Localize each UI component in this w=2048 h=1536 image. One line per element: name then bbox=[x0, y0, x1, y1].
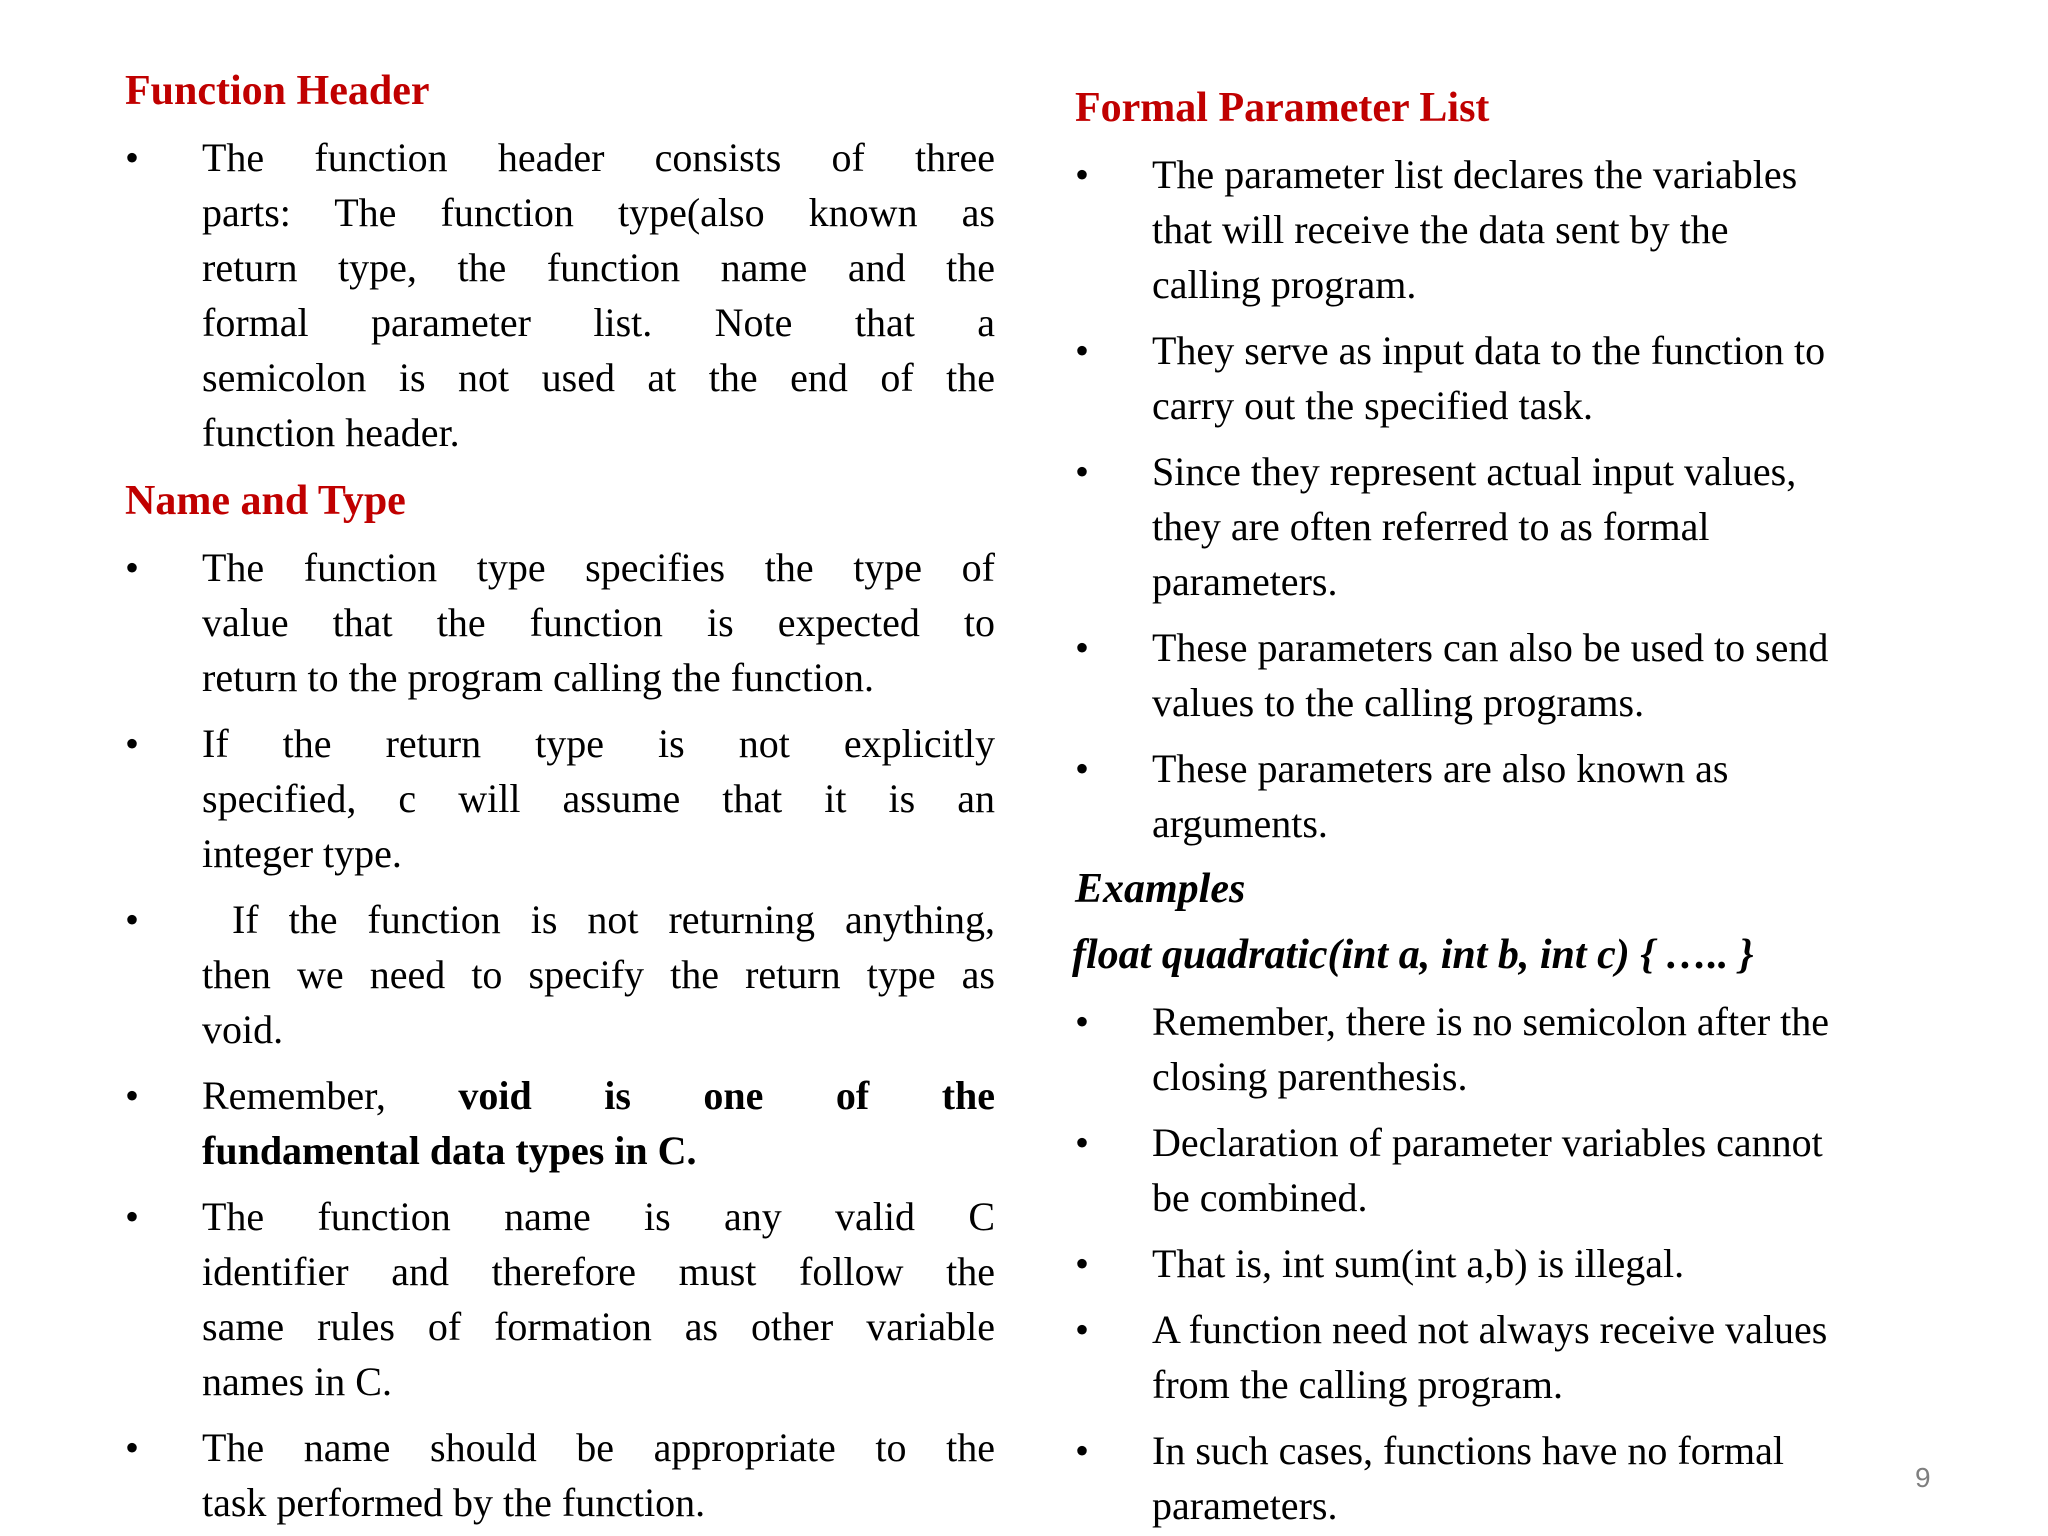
text-line: names in C. bbox=[202, 1359, 392, 1404]
bullet-text bbox=[1152, 1302, 1945, 1412]
bullet-dot: • bbox=[1075, 1241, 1090, 1286]
bullet-text bbox=[1152, 620, 1945, 730]
bullet-dot: • bbox=[1075, 746, 1090, 791]
bold-word: is bbox=[604, 1073, 631, 1118]
text-line: then we need to specify the return type as bbox=[202, 952, 995, 997]
bullet-text bbox=[1152, 1115, 1945, 1225]
text-line bbox=[202, 1068, 995, 1123]
text-line: If the function is not returning anything, bbox=[202, 897, 995, 942]
text-line: value that the function is expected to bbox=[202, 600, 995, 645]
text-line: If the return type is not explicitly bbox=[202, 721, 995, 766]
bullet-dot: • bbox=[1075, 625, 1090, 670]
bullet-text bbox=[202, 540, 995, 705]
text-line: specified, c will assume that it is an bbox=[202, 776, 995, 821]
text-line: Since they represent actual input values, bbox=[1152, 449, 1797, 494]
example-code: float quadratic(int a, int b, int c) { ….. } bbox=[1072, 932, 1754, 978]
bullet-dot: • bbox=[125, 897, 140, 942]
text-line: These parameters are also known as bbox=[1152, 746, 1729, 791]
text-line: integer type. bbox=[202, 831, 402, 876]
text-line: return type, the function name and the bbox=[202, 245, 995, 290]
bold-word: one bbox=[703, 1073, 764, 1118]
bullet-text bbox=[1152, 323, 1945, 433]
text-line: same rules of formation as other variable bbox=[202, 1304, 995, 1349]
heading-function-header: Function Header bbox=[125, 68, 430, 114]
text-line: Declaration of parameter variables cannot bbox=[1152, 1120, 1823, 1165]
bullet-dot: • bbox=[125, 545, 140, 590]
bullet-text bbox=[1152, 147, 1945, 312]
text-line: The function header consists of three bbox=[202, 135, 995, 180]
text-line: semicolon is not used at the end of the bbox=[202, 355, 995, 400]
text-line: parameters. bbox=[1152, 1483, 1338, 1528]
heading-examples: Examples bbox=[1075, 866, 1246, 912]
bullet-dot: • bbox=[1075, 449, 1090, 494]
text-fragment: Remember, bbox=[202, 1073, 386, 1118]
bullet-text bbox=[1152, 1236, 1945, 1291]
text-line: A function need not always receive values bbox=[1152, 1307, 1828, 1352]
text-line: task performed by the function. bbox=[202, 1480, 706, 1525]
text-line: arguments. bbox=[1152, 801, 1328, 846]
bullet-dot: • bbox=[125, 1194, 140, 1239]
bullet-text bbox=[202, 1420, 995, 1530]
bullet-text bbox=[202, 1068, 995, 1178]
bullet-text bbox=[1152, 741, 1945, 851]
bullet-text bbox=[202, 1189, 995, 1409]
bullet-text bbox=[202, 892, 995, 1057]
bold-word: void bbox=[458, 1073, 532, 1118]
bullet-dot: • bbox=[1075, 1428, 1090, 1473]
bullet-dot: • bbox=[125, 135, 140, 180]
text-line: closing parenthesis. bbox=[1152, 1054, 1468, 1099]
page-number: 9 bbox=[1915, 1462, 1931, 1493]
bullet-dot: • bbox=[125, 721, 140, 766]
text-line: The parameter list declares the variables bbox=[1152, 152, 1798, 197]
bullet-text bbox=[202, 130, 995, 460]
text-line: they are often referred to as formal bbox=[1152, 504, 1710, 549]
bullet-text bbox=[1152, 444, 1945, 609]
text-line: that will receive the data sent by the bbox=[1152, 207, 1729, 252]
text-line: Remember, there is no semicolon after the bbox=[1152, 999, 1830, 1044]
bullet-dot: • bbox=[1075, 152, 1090, 197]
bullet-dot: • bbox=[125, 1073, 140, 1118]
heading-formal-parameter-list: Formal Parameter List bbox=[1075, 85, 1490, 131]
bullet-dot: • bbox=[1075, 999, 1090, 1044]
text-line: In such cases, functions have no formal bbox=[1152, 1428, 1785, 1473]
heading-name-and-type: Name and Type bbox=[125, 478, 406, 524]
text-line: identifier and therefore must follow the bbox=[202, 1249, 995, 1294]
text-line: return to the program calling the function. bbox=[202, 655, 875, 700]
text-line: fundamental data types in C. bbox=[202, 1128, 697, 1173]
text-line: formal parameter list. Note that a bbox=[202, 300, 995, 345]
text-line: from the calling program. bbox=[1152, 1362, 1563, 1407]
text-line: parameters. bbox=[1152, 559, 1338, 604]
bold-word: the bbox=[941, 1073, 995, 1118]
text-line: carry out the specified task. bbox=[1152, 383, 1593, 428]
text-line: These parameters can also be used to send bbox=[1152, 625, 1829, 670]
text-line: be combined. bbox=[1152, 1175, 1368, 1220]
text-line: The function name is any valid C bbox=[202, 1194, 995, 1239]
text-line: calling program. bbox=[1152, 262, 1417, 307]
bullet-dot: • bbox=[1075, 1120, 1090, 1165]
text-line: The function type specifies the type of bbox=[202, 545, 995, 590]
text-line: values to the calling programs. bbox=[1152, 680, 1645, 725]
text-line: They serve as input data to the function to bbox=[1152, 328, 1826, 373]
text-line: function header. bbox=[202, 410, 460, 455]
bullet-dot: • bbox=[1075, 1307, 1090, 1352]
text-line: parts: The function type(also known as bbox=[202, 190, 995, 235]
bullet-text bbox=[1152, 1423, 1945, 1533]
bullet-dot: • bbox=[1075, 328, 1090, 373]
bullet-text bbox=[1152, 994, 1945, 1104]
bold-word: of bbox=[835, 1073, 870, 1118]
text-line: That is, int sum(int a,b) is illegal. bbox=[1152, 1241, 1685, 1286]
bullet-text bbox=[202, 716, 995, 881]
text-line: The name should be appropriate to the bbox=[202, 1425, 995, 1470]
text-line: void. bbox=[202, 1007, 284, 1052]
bullet-dot: • bbox=[125, 1425, 140, 1470]
